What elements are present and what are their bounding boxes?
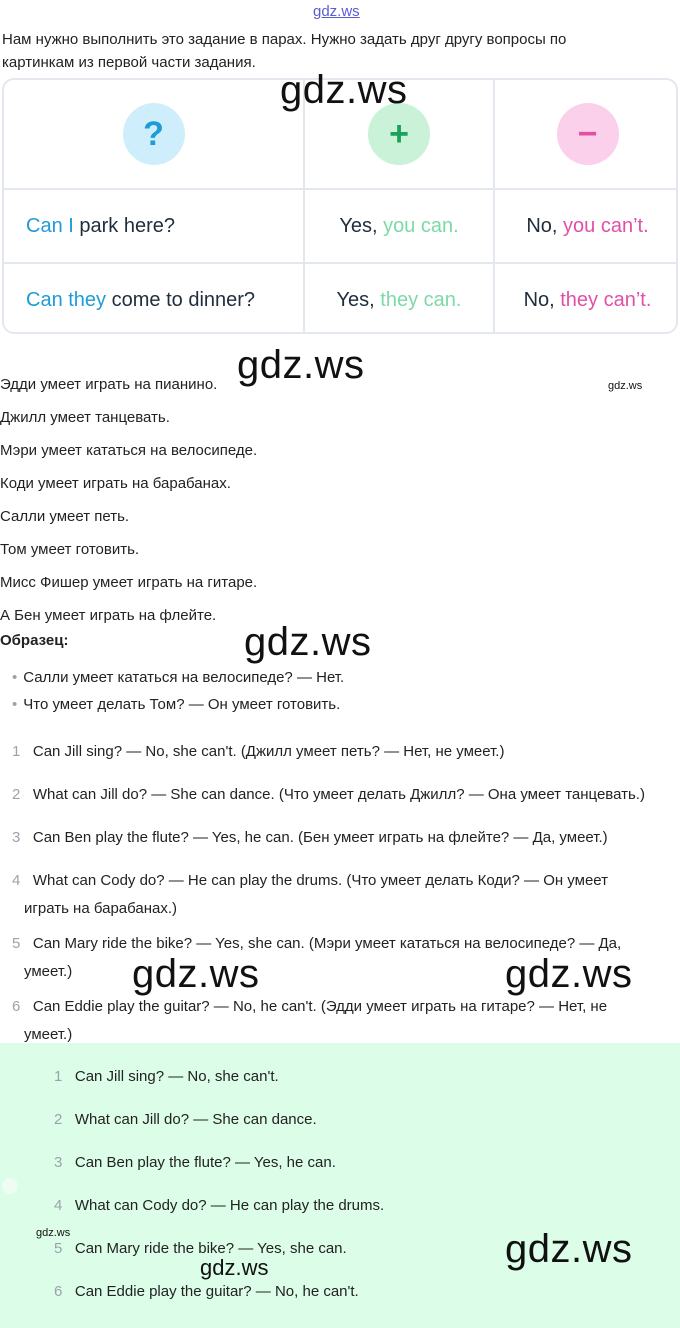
- item-number: 5: [12, 935, 21, 952]
- answers-list: [12, 738, 676, 1053]
- list-item: [54, 1106, 654, 1149]
- no-colored: you can’t.: [563, 214, 649, 237]
- table-cell-no: [495, 190, 678, 264]
- list-item: [12, 867, 676, 930]
- table-cell-yes: [305, 190, 495, 264]
- statement: Салли умеет петь.: [0, 508, 130, 525]
- item-text: Can Jill sing? — No, she can't.: [74, 1068, 279, 1085]
- play-icon[interactable]: [2, 1178, 18, 1194]
- item-number: 1: [54, 1068, 63, 1085]
- item-text-cont: играть на барабанах.): [24, 900, 178, 917]
- item-number: 2: [12, 786, 21, 803]
- table-cell-question: [4, 190, 305, 264]
- watermark-small: gdz.ws: [608, 380, 643, 392]
- yes-colored: you can.: [383, 214, 459, 237]
- no-colored: they can’t.: [560, 288, 652, 311]
- list-item: [54, 1063, 654, 1106]
- item-text: What can Jill do? — She can dance. (Что умеет делать Джилл? — Она умеет танцевать.): [32, 786, 645, 803]
- item-number: 5: [54, 1240, 63, 1257]
- item-number: 3: [54, 1154, 63, 1171]
- table-cell-no: [495, 264, 678, 334]
- statement: Мисс Фишер умеет играть на гитаре.: [0, 574, 258, 591]
- question-highlight: Can I: [26, 214, 74, 237]
- watermark: gdz.ws: [244, 620, 372, 664]
- example-label: Образец:: [0, 632, 69, 649]
- item-number: 2: [54, 1111, 63, 1128]
- item-text: Can Eddie play the guitar? — No, he can't. (Эдди умеет играть на гитаре? — Нет, не: [32, 998, 608, 1015]
- item-text-cont: умеет.): [24, 1026, 73, 1043]
- item-number: 6: [12, 998, 21, 1015]
- list-item: [12, 738, 676, 781]
- watermark-small: gdz.ws: [36, 1227, 71, 1239]
- table-header-question: [4, 80, 305, 190]
- watermark: gdz.ws: [237, 343, 365, 387]
- statement: Джилл умеет танцевать.: [0, 409, 170, 426]
- question-rest: come to dinner?: [106, 288, 256, 311]
- statement: Том умеет готовить.: [0, 541, 140, 558]
- table-header-negative: [495, 80, 678, 190]
- question-highlight: Can they: [26, 288, 107, 311]
- item-text: What can Cody do? — He can play the drums. (Что умеет делать Коди? — Он умеет: [32, 872, 609, 889]
- item-number: 6: [54, 1283, 63, 1300]
- question-icon: ?: [123, 103, 185, 165]
- table-cell-question: [4, 264, 305, 334]
- item-text: Can Mary ride the bike? — Yes, she can. (Мэри умеет кататься на велосипеде? — Да,: [32, 935, 622, 952]
- item-text: Can Mary ride the bike? — Yes, she can.: [74, 1240, 347, 1257]
- green-answers-list: [54, 1063, 654, 1321]
- watermark: gdz.ws: [505, 1227, 633, 1271]
- watermark: gdz.ws: [505, 952, 633, 996]
- item-text: What can Cody do? — He can play the drums.: [74, 1197, 385, 1214]
- minus-icon: −: [557, 103, 619, 165]
- item-text-cont: умеет.): [24, 963, 73, 980]
- item-text: Can Ben play the flute? — Yes, he can. (Бен умеет играть на флейте? — Да, умеет.): [32, 829, 608, 846]
- site-link[interactable]: gdz.ws: [313, 3, 360, 20]
- answer-panel: [0, 1043, 680, 1328]
- statement: Коди умеет играть на барабанах.: [0, 475, 231, 492]
- list-item: [12, 824, 676, 867]
- item-text: Can Jill sing? — No, she can't. (Джилл умеет петь? — Нет, не умеет.): [32, 743, 505, 760]
- yes-colored: they can.: [380, 288, 462, 311]
- item-number: 4: [12, 872, 21, 889]
- watermark: gdz.ws: [200, 1255, 269, 1280]
- intro-text: Нам нужно выполнить это задание в парах. Нужно задать друг другу вопросы по картинкам из первой части задания.: [2, 31, 567, 71]
- example-item: • Что умеет делать Том? — Он умеет готовить.: [12, 696, 340, 713]
- list-item: [54, 1278, 654, 1321]
- item-text: What can Jill do? — She can dance.: [74, 1111, 317, 1128]
- no-plain: No,: [523, 288, 561, 311]
- answer-table: [2, 78, 678, 334]
- watermark: gdz.ws: [280, 68, 408, 112]
- list-item: [54, 1149, 654, 1192]
- no-plain: No,: [526, 214, 564, 237]
- item-text: Can Eddie play the guitar? — No, he can't.: [74, 1283, 359, 1300]
- yes-plain: Yes,: [339, 214, 384, 237]
- plus-icon: +: [368, 103, 430, 165]
- question-rest: park here?: [73, 214, 175, 237]
- statement: Эдди умеет играть на пианино.: [0, 376, 218, 393]
- item-number: 4: [54, 1197, 63, 1214]
- table-cell-yes: [305, 264, 495, 334]
- item-number: 1: [12, 743, 21, 760]
- list-item: [12, 781, 676, 824]
- watermark: gdz.ws: [132, 952, 260, 996]
- statement: Мэри умеет кататься на велосипеде.: [0, 442, 258, 459]
- example-item: • Салли умеет кататься на велосипеде? — Нет.: [12, 669, 344, 686]
- statement: А Бен умеет играть на флейте.: [0, 607, 217, 624]
- item-text: Can Ben play the flute? — Yes, he can.: [74, 1154, 336, 1171]
- item-number: 3: [12, 829, 21, 846]
- yes-plain: Yes,: [336, 288, 381, 311]
- list-item: [12, 930, 676, 993]
